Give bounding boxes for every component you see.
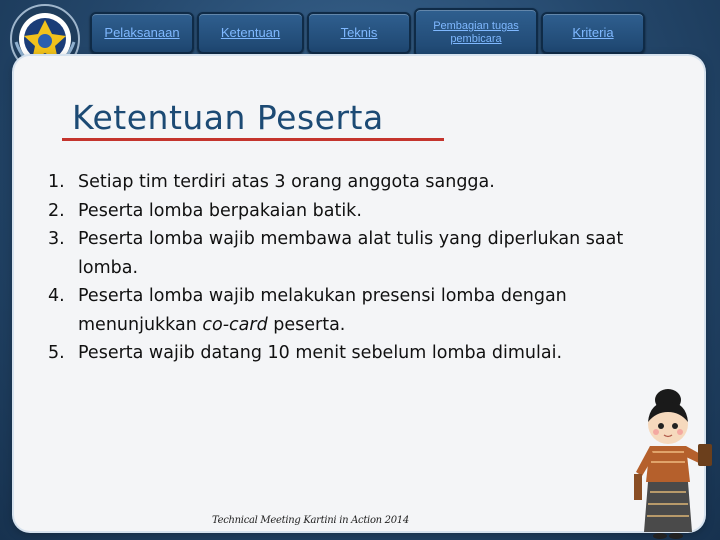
list-item-text: Peserta lomba berpakaian batik. xyxy=(78,200,362,221)
list-item xyxy=(48,225,688,282)
nav-pelaksanaan-label: Pelaksanaan xyxy=(104,25,180,40)
nav-teknis-button[interactable] xyxy=(307,12,411,54)
rules-list xyxy=(48,168,688,368)
list-item-text: Peserta wajib datang 10 menit sebelum lomba dimulai. xyxy=(78,343,563,363)
footer-caption: Technical Meeting Kartini in Action 2014 xyxy=(212,515,409,526)
page-title: Ketentuan Peserta xyxy=(72,98,384,137)
list-item-text: Peserta lomba wajib membawa alat tulis yang diperlukan saat lomba. xyxy=(78,229,624,278)
nav-teknis-label: Teknis xyxy=(340,25,378,40)
list-item xyxy=(48,168,688,197)
list-item-number: 3. xyxy=(48,229,65,249)
list-item-text-part: Peserta lomba wajib melakukan presensi lomba dengan menunjukkan xyxy=(78,286,567,335)
co-card-term: co-card xyxy=(202,314,268,335)
nav-pembagian-tugas-label: Pembagian tugas pembicara xyxy=(433,20,519,45)
nav-pelaksanaan-button[interactable] xyxy=(90,12,194,54)
list-item-text-part: peserta. xyxy=(267,314,346,335)
nav-kriteria-button[interactable] xyxy=(541,12,645,54)
list-item-number: 5. xyxy=(48,343,65,363)
nav-ketentuan-label: Ketentuan xyxy=(220,25,281,40)
nav-kriteria-label: Kriteria xyxy=(572,25,614,40)
nav-pembagian-tugas-button[interactable] xyxy=(414,8,538,58)
title-underline xyxy=(62,138,444,141)
list-item-number: 4. xyxy=(48,286,65,306)
list-item-number: 1. xyxy=(48,172,65,192)
list-item-text xyxy=(78,282,688,339)
list-item xyxy=(48,282,688,339)
list-item-text: Setiap tim terdiri atas 3 orang anggota sangga. xyxy=(78,172,495,192)
list-item xyxy=(48,339,688,368)
list-item-number: 2. xyxy=(48,200,65,221)
list-item xyxy=(48,197,688,226)
kartini-character-icon xyxy=(618,382,718,540)
nav-ketentuan-button[interactable] xyxy=(197,12,304,54)
